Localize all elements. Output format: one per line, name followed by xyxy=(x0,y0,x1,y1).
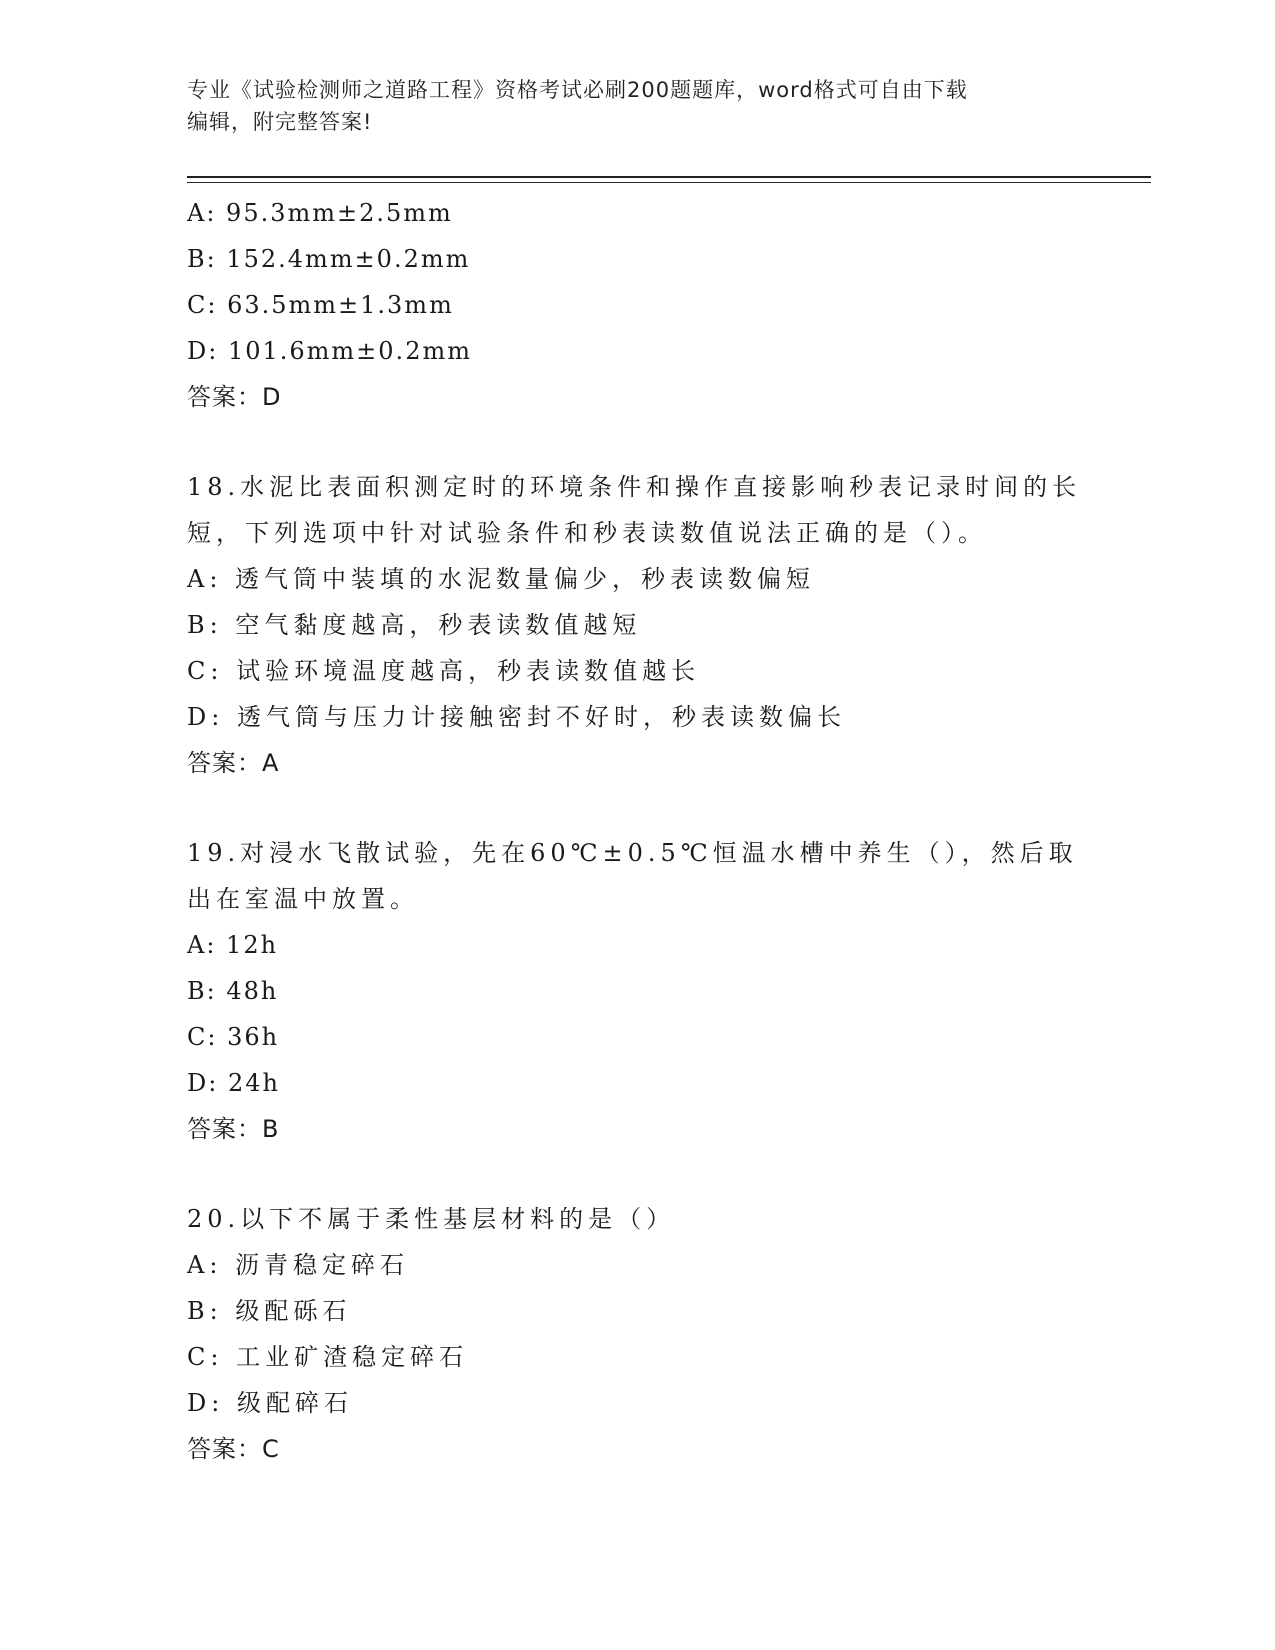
header-divider-thin xyxy=(187,182,1151,183)
question-19 xyxy=(187,830,1087,1152)
question-content xyxy=(187,190,1087,1472)
answer: 答案：C xyxy=(187,1435,280,1463)
option-c: C: 63.5mm±1.3mm xyxy=(187,291,454,319)
question-stem-line-1: 20.以下不属于柔性基层材料的是（） xyxy=(187,1205,676,1233)
option-a: A: 12h xyxy=(187,931,279,959)
option-b: B: 152.4mm±0.2mm xyxy=(187,245,471,273)
option-c: C: 试验环境温度越高，秒表读数值越长 xyxy=(187,657,701,685)
option-a: A: 透气筒中装填的水泥数量偏少，秒表读数偏短 xyxy=(187,565,816,593)
answer: 答案：A xyxy=(187,749,280,777)
option-c: C: 36h xyxy=(187,1023,280,1051)
answer: 答案：B xyxy=(187,1115,280,1143)
option-a: A: 沥青稳定碎石 xyxy=(187,1251,410,1279)
option-d: D: 级配碎石 xyxy=(187,1389,353,1417)
question-stem-line-1: 18.水泥比表面积测定时的环境条件和操作直接影响秒表记录时间的长 xyxy=(187,473,1082,501)
header-divider-thick xyxy=(187,176,1151,178)
option-a: A: 95.3mm±2.5mm xyxy=(187,199,453,227)
option-b: B: 48h xyxy=(187,977,279,1005)
option-d: D: 透气筒与压力计接触密封不好时，秒表读数偏长 xyxy=(187,703,846,731)
question-stem-line-2: 短，下列选项中针对试验条件和秒表读数值说法正确的是（）。 xyxy=(187,519,987,547)
question-18 xyxy=(187,464,1087,786)
question-20 xyxy=(187,1196,1087,1472)
option-b: B: 空气黏度越高，秒表读数值越短 xyxy=(187,611,642,639)
option-d: D: 101.6mm±0.2mm xyxy=(187,337,472,365)
option-d: D: 24h xyxy=(187,1069,280,1097)
header-line-2: 编辑，附完整答案! xyxy=(187,110,373,134)
answer: 答案：D xyxy=(187,383,282,411)
option-b: B: 级配砾石 xyxy=(187,1297,352,1325)
question-stem-line-2: 出在室温中放置。 xyxy=(187,885,419,913)
question-17 xyxy=(187,190,1087,420)
header-line-1: 专业《试验检测师之道路工程》资格考试必刷200题题库，word格式可自由下载 xyxy=(187,78,968,102)
document-header xyxy=(187,74,1067,138)
option-c: C: 工业矿渣稳定碎石 xyxy=(187,1343,469,1371)
question-stem-line-1: 19.对浸水飞散试验，先在60℃±0.5℃恒温水槽中养生（），然后取 xyxy=(187,839,1078,867)
